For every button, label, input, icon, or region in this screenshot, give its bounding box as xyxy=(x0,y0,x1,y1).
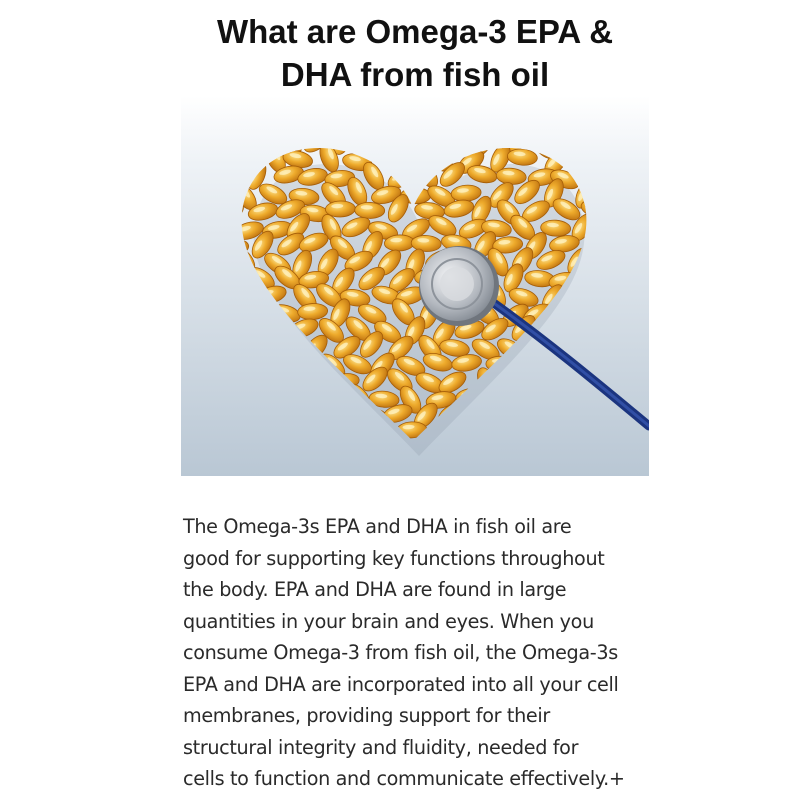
title-line: DHA from fish oil xyxy=(280,56,550,93)
description-line: The Omega-3s EPA and DHA in fish oil are xyxy=(183,515,572,538)
description-paragraph xyxy=(183,511,663,795)
description-line: quantities in your brain and eyes. When you xyxy=(183,609,594,633)
description-line: consume Omega-3 from fish oil, the Omega-3s xyxy=(183,641,618,664)
description-line: the body. EPA and DHA are found in large xyxy=(183,578,567,601)
description-line: membranes, providing support for their xyxy=(183,704,550,727)
title-line: What are Omega-3 EPA & xyxy=(216,13,614,50)
description-line: structural integrity and fluidity, needed for xyxy=(183,735,579,759)
description-line: good for supporting key functions throughout xyxy=(183,546,605,570)
fish-oil-heart-image xyxy=(181,96,649,476)
description-line: cells to function and communicate effectively.+ xyxy=(183,767,625,790)
description-line: EPA and DHA are incorporated into all your cell xyxy=(183,672,619,696)
softgel-capsule xyxy=(355,202,385,219)
